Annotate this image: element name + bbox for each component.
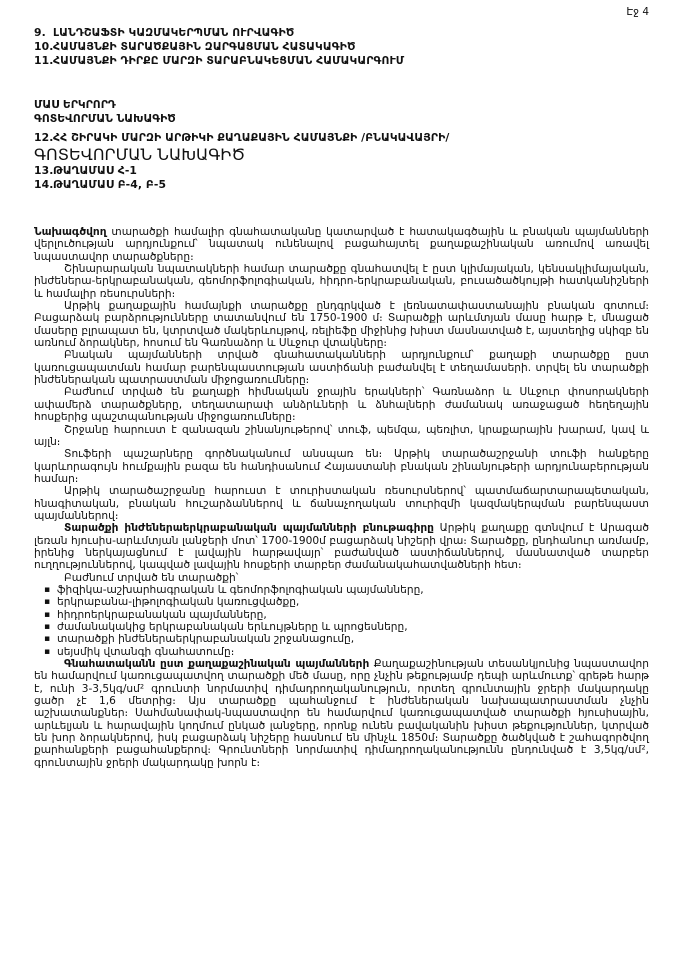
page-number: Էջ 4 bbox=[626, 6, 649, 18]
paragraph-final bbox=[34, 658, 649, 769]
paragraph bbox=[34, 300, 649, 349]
toc-item-number: 11. bbox=[34, 54, 54, 67]
bullet-list-intro bbox=[34, 572, 649, 584]
list-item: ▪ ժամանակակից երկրաբանական երևույթները և պրոցեսները, bbox=[44, 621, 649, 633]
toc-item-14 bbox=[34, 178, 649, 192]
paragraph-text: Քաղաքաշինության տեսանկյունից նպաստավոր են համարվում կառուցապատվող տարածքի մեծ մասը, որը չնչին թեքությամբ դեպի արևմուտք՝ գրեթե հարթ է, ունի 3-3,5կգ/սմ² գրունտի նորմատիվ դիմադրողականություն, որտեղ գրունտային ջրերի մակարդակը ցածր չէ 1,6 մետրից։ Այս տարածքը պահանջում է ինժեներական նախապատրաստման չնչին աշխատանքներ։ Սահմանափակ-նպաստավոր են համարվում կառուցապատված տարածքի հյուսիսային, արևելյան և հարավային կողմում ընկած լանջերը, որոնք ունեն բավականին խիստ թեքություններ, կտրված են խոր ձորակներով, իսկ բացարձակ նիշերը հասնում են մինչև 1850մ։ Տարածքը ծածկված է շահագործվող քարհանքերի բացահանքերով։ Գրունտների նորմատիվ դիմադրողականությունն ընդունված է 3,5կգ/սմ², գրունտային ջրերի մակարդակը խորն է։ bbox=[34, 658, 649, 769]
toc-item-number: 9. bbox=[34, 26, 46, 39]
bullet-list bbox=[34, 584, 649, 658]
list-item: ▪ երկրաբանա-լիթոլոգիական կառուցվածքը, bbox=[44, 596, 649, 608]
part-two-heading-block bbox=[34, 98, 649, 126]
list-item: ▪ հիդրոերկրաբանական պայմանները, bbox=[44, 609, 649, 621]
list-item: ▪ սեյսմիկ վտանգի գնահատումը։ bbox=[44, 646, 649, 658]
paragraph bbox=[34, 448, 649, 485]
toc-item-number: 14. bbox=[34, 178, 54, 191]
paragraph-text: Բաժնում տրված են քաղաքի հիմնական ջրային երակների՝ Գառնաձոր և Սևջուր փոսորակների ափամերձ տարածքները, տեղատարափ անձրևների և ձնհալների ժամանակ առաջացած հեղեղային հոսքերից պաշտպանության միջոցառումները։ bbox=[34, 386, 649, 424]
paragraph-lead: Գնահատականն ըստ քաղաքաշինական պայմանների bbox=[64, 658, 370, 671]
toc-item-number: 12. bbox=[34, 131, 54, 144]
paragraph bbox=[34, 485, 649, 522]
toc-section-two bbox=[34, 131, 649, 192]
toc-item-label: ՀԱՄԱՅՆՔԻ ԴԻՐՔԸ ՄԱՐԶԻ ՏԱՐԱԲՆԱԿԵՑՄԱՆ ՀԱՄԱԿԱՐԳՈՒՄ bbox=[53, 54, 405, 67]
toc-item-12 bbox=[34, 131, 649, 145]
paragraph bbox=[34, 226, 649, 263]
paragraph-text: Տուֆերի պաշարները գործնականում անսպառ են։ Արթիկ տարածաշրջանի տուֆի հանքերը կարևորագույն հումքային բազա են հանդիսանում Հայաստանի բնական շինանյութերի արդյունաբերության համար։ bbox=[34, 448, 649, 485]
table-of-contents bbox=[34, 26, 649, 68]
toc-item-10 bbox=[34, 40, 649, 54]
toc-item-label: ՀՀ ՇԻՐԱԿԻ ՄԱՐԶԻ ԱՐԹԻԿԻ ՔԱՂԱՔԱՅԻՆ ՀԱՄԱՅՆՔԻ /ԲՆԱԿԱՎԱՅՐԻ/ bbox=[53, 131, 450, 144]
list-item: ▪ ֆիզիկա-աշխարհագրական և գեոմորֆոլոգիական պայմանները, bbox=[44, 584, 649, 596]
paragraph-lead: Նախագծվող bbox=[34, 226, 107, 238]
toc-item-13 bbox=[34, 164, 649, 178]
toc-item-12-continuation: ԳՈՏԵՎՈՐՄԱՆ ՆԱԽԱԳԻԾ bbox=[34, 145, 246, 164]
paragraph-text: Բաժնում տրված են տարածքի՝ bbox=[64, 571, 239, 584]
paragraph bbox=[34, 263, 649, 300]
toc-item-label: ԹԱՂԱՄԱՍ Բ-4, Բ-5 bbox=[53, 178, 167, 191]
toc-item-label: ՀԱՄԱՅՆՔԻ ՏԱՐԱԾՔԱՅԻՆ ԶԱՐԳԱՑՄԱՆ ՀԱՏԱԿԱԳԻԾ bbox=[53, 40, 356, 53]
body-text bbox=[34, 226, 649, 769]
paragraph-text: Շրջանը հարուստ է զանազան շինանյութերով՝ տուֆ, պեմզա, պեռլիտ, կրաքարային խարամ, կավ և այլն։ bbox=[34, 423, 649, 448]
paragraph bbox=[34, 386, 649, 423]
toc-item-number: 13. bbox=[34, 164, 54, 177]
paragraph-text: Արթիկ քաղաքը գտնվում է Արագած լեռան հյուսիս-արևմտյան լանջերի մոտ՝ 1700-1900մ բացարձակ նիշերի վրա։ Տարածքը, ընդհանուր առմամբ, իրենից ներկայացնում է լավային հարթավայր՝ բաժանված աստիճաններով, մասնատված տարբեր ուղղություններով, կապված լավային հոսքերի տարբեր ժամանակահատվածների հետ։ bbox=[34, 522, 649, 572]
paragraph-text: տարածքի համալիր գնահատականը կատարված է հատակագծային և բնական պայմանների վերլուծության արդյունքում՝ նպատակ ունենալով բացահայտել քաղաքաշինական առումով առավել նպաստավոր տարածքները։ bbox=[34, 226, 649, 263]
toc-item-9 bbox=[34, 26, 649, 40]
toc-item-11 bbox=[34, 54, 649, 68]
paragraph bbox=[34, 522, 649, 571]
toc-item-number: 10. bbox=[34, 40, 54, 53]
part-heading-line1: ՄԱՍ ԵՐԿՐՈՐԴ bbox=[34, 98, 116, 111]
paragraph bbox=[34, 349, 649, 386]
toc-item-label: ԼԱՆԴՇԱՖՏԻ ԿԱԶՄԱԿԵՐՊՄԱՆ ՈՒՐՎԱԳԻԾ bbox=[53, 26, 295, 39]
paragraph-text: Արթիկ տարածաշրջանը հարուստ է տուրիստական ռեսուրսներով՝ պատմաճարտարապետական, հնագիտական, բնական հուշարձաններով և ճանաչողական տուրիզմի կազմակերպման բարենպաստ պայմաններով։ bbox=[34, 485, 649, 522]
paragraph-text: Շինարարական նպատակների համար տարածքը գնահատվել է ըստ կլիմայական, կենսակլիմայական, ինժեներա-երկրաբանական, գեոմորֆոլոգիական, հիդրո-երկրաբանական, բուսածածկույթի հատկանիշների և համալիր ռեսուրսների։ bbox=[34, 263, 649, 300]
paragraph-lead: Տարածքի ինժեներաերկրաբանական պայմանների բնութագիրը bbox=[64, 522, 434, 535]
paragraph-text: Արթիկ քաղաքային համայնքի տարածքը ընդգրկված է լեռնատափաստանային բնական գոտում։ Բացարձակ բարձրությունները տատանվում են 1750-1900 մ։ Տարածքի արևմտյան մասը հարթ է, մնացած մասերը բլրապատ են, կտրտված մակերևույթով, ռելիեֆը միջինից խիստ մասնատված է, այստեղից սկիզբ են առնում ձորակներ, հոսում են Գառնաձոր և Սևջուր վտակները։ bbox=[34, 300, 649, 350]
part-heading-line2: ԳՈՏԵՎՈՐՄԱՆ ՆԱԽԱԳԻԾ bbox=[34, 112, 176, 125]
paragraph bbox=[34, 424, 649, 449]
toc-item-label: ԹԱՂԱՄԱՍ Հ-1 bbox=[53, 164, 138, 177]
list-item: ▪ տարածքի ինժեներաերկրաբանական շրջանացումը, bbox=[44, 633, 649, 645]
paragraph-text: Բնական պայմանների տրված գնահատականների արդյունքում՝ քաղաքի տարածքը ըստ կառուցապատման համար բարենպաստության աստիճանի բաժանվել է տեղամասերի. տրվել են տարածքի ինժեներական պատրաստման միջոցառումները։ bbox=[34, 349, 649, 387]
